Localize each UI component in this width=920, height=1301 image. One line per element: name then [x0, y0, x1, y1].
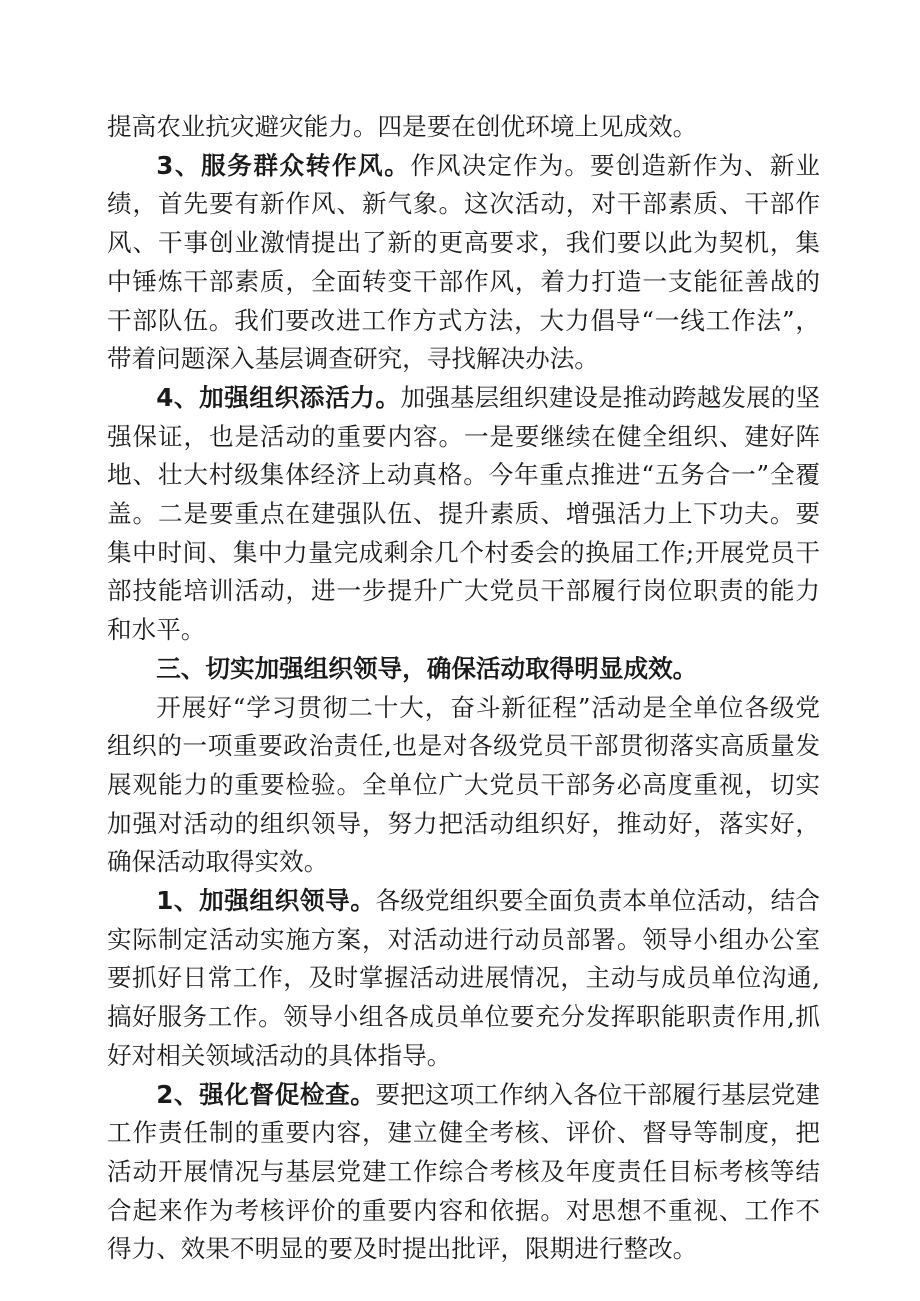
paragraph-heading: 4、加强组织添活力。 [156, 382, 401, 412]
paragraph-heading: 2、强化督促检查。 [156, 1079, 376, 1109]
section-title: 三、切实加强组织领导，确保活动取得明显成效。 [156, 653, 698, 683]
paragraph-organization-vitality [107, 379, 820, 650]
paragraph-text: 提高农业抗灾避灾能力。四是要在创优环境上见成效。 [107, 112, 698, 141]
paragraph-heading: 1、加强组织领导。 [156, 886, 376, 916]
paragraph-text: 开展好“学习贯彻二十大，奋斗新征程”活动是全单位各级党组织的一项重要政治责任,也是对各级党员干部贯彻落实高质量发展观能力的重要检验。全单位广大党员干部务必高度重视，切实加强对活动的组织领导，努力把活动组织好，推动好，落实好，确保活动取得实效。 [107, 692, 820, 877]
document-body [107, 108, 820, 1269]
paragraph-text: 作风决定作为。要创造新作为、新业绩，首先要有新作风、新气象。这次活动，对干部素质、干部作风、干事创业激情提出了新的更高要求，我们要以此为契机，集中锤炼干部素质，全面转变干部作风，着力打造一支能征善战的干部队伍。我们要改进工作方式方法，大力倡导“一线工作法”，带着问题深入基层调查研究，寻找解决办法。 [107, 150, 820, 374]
paragraph-text: 要把这项工作纳入各位干部履行基层党建工作责任制的重要内容，建立健全考核、评价、督导等制度，把活动开展情况与基层党建工作综合考核及年度责任目标考核等结合起来作为考核评价的重要内容和依据。对思想不重视、工作不得力、效果不明显的要及时提出批评，限期进行整改。 [107, 1079, 820, 1264]
paragraph-heading: 3、服务群众转作风。 [156, 150, 411, 180]
paragraph-text: 加强基层组织建设是推动跨越发展的坚强保证，也是活动的重要内容。一是要继续在健全组织、建好阵地、壮大村级集体经济上动真格。今年重点推进“五务合一”全覆盖。二是要重点在建强队伍、提升素质、增强活力上下功夫。要集中时间、集中力量完成剩余几个村委会的换届工作;开展党员干部技能培训活动，进一步提升广大党员干部履行岗位职责的能力和水平。 [107, 382, 820, 645]
paragraph-activity-responsibility [107, 689, 820, 883]
paragraph-service-style [107, 147, 820, 379]
paragraph-supervision [107, 1076, 820, 1270]
paragraph-text: 各级党组织要全面负责本单位活动，结合实际制定活动实施方案，对活动进行动员部署。领导小组办公室要抓好日常工作，及时掌握活动进展情况，主动与成员单位沟通,搞好服务工作。领导小组各成员单位要充分发挥职能职责作用,抓好对相关领域活动的具体指导。 [107, 886, 820, 1070]
paragraph-strengthen-leadership [107, 882, 820, 1076]
paragraph-continuation [107, 108, 820, 147]
